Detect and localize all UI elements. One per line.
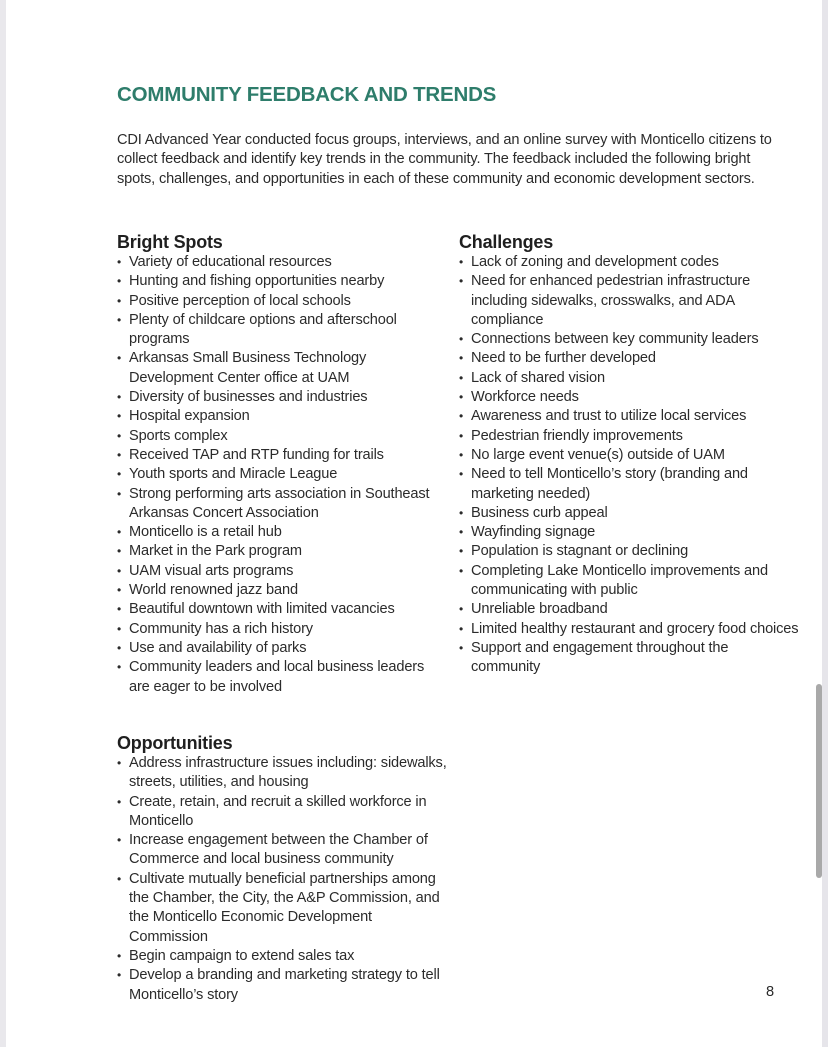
list-item-text: Pedestrian friendly improvements <box>471 427 683 444</box>
list-item-text: Positive perception of local schools <box>129 292 351 309</box>
list-item <box>117 620 447 639</box>
bullet-icon: • <box>117 563 122 578</box>
bullet-icon: • <box>117 312 122 327</box>
list-item-text: Need to be further developed <box>471 350 656 367</box>
bullet-icon: • <box>117 833 122 848</box>
challenges-heading: Challenges <box>459 232 554 252</box>
bullet-icon: • <box>117 409 122 424</box>
list-item-text: Hospital expansion <box>129 408 250 425</box>
list-item <box>459 523 799 542</box>
list-item <box>459 253 799 272</box>
bullet-icon: • <box>459 563 464 578</box>
list-item <box>117 407 447 426</box>
list-item <box>117 485 447 524</box>
list-item-text: Sports complex <box>129 427 228 444</box>
list-item-text: Wayfinding signage <box>471 524 596 541</box>
document-page <box>6 0 822 1047</box>
list-item-text: World renowned jazz band <box>129 582 298 599</box>
bullet-icon: • <box>459 370 464 385</box>
list-item-text: Received TAP and RTP funding for trails <box>129 446 384 463</box>
list-item-text: Lack of zoning and development codes <box>471 254 719 270</box>
list-item-text: Awareness and trust to utilize local services <box>471 408 747 425</box>
list-item <box>117 600 447 619</box>
list-item <box>117 465 447 484</box>
list-item <box>117 311 447 350</box>
list-item <box>459 542 799 561</box>
list-item-text: Create, retain, and recruit a skilled workforce in Monticello <box>129 793 427 829</box>
bright-spots-list <box>117 253 447 697</box>
opportunities-section <box>117 732 447 1005</box>
list-item <box>117 754 447 793</box>
list-item <box>117 639 447 658</box>
list-item-text: Arkansas Small Business Technology Development Center office at UAM <box>129 350 367 386</box>
bullet-icon: • <box>459 505 464 520</box>
list-item-text: Diversity of businesses and industries <box>129 389 368 406</box>
bullet-icon: • <box>117 351 122 366</box>
list-item <box>117 349 447 388</box>
list-item <box>459 639 799 678</box>
bullet-icon: • <box>117 756 122 770</box>
bullet-icon: • <box>117 255 122 269</box>
list-item-text: Address infrastructure issues including: sidewalks, streets, utilities, and housing <box>129 755 447 791</box>
list-item <box>459 446 799 465</box>
bullet-icon: • <box>459 467 464 482</box>
list-item <box>117 658 447 697</box>
list-item <box>459 620 799 639</box>
list-item <box>117 831 447 870</box>
list-item <box>117 388 447 407</box>
list-item-text: Population is stagnant or declining <box>471 543 689 560</box>
list-item <box>459 272 799 330</box>
bullet-icon: • <box>117 602 122 617</box>
list-item <box>459 504 799 523</box>
list-item <box>459 369 799 388</box>
list-item-text: Beautiful downtown with limited vacancies <box>129 601 395 618</box>
list-item <box>459 388 799 407</box>
bullet-icon: • <box>117 640 122 655</box>
list-item-text: Plenty of childcare options and afterschool programs <box>129 311 397 348</box>
opportunities-heading: Opportunities <box>117 733 233 753</box>
bullet-icon: • <box>459 447 464 462</box>
list-item-text: Community has a rich history <box>129 620 313 637</box>
bullet-icon: • <box>117 274 122 289</box>
bullet-icon: • <box>117 583 122 598</box>
bullet-icon: • <box>459 544 464 559</box>
list-item <box>117 427 447 446</box>
vertical-scrollbar[interactable] <box>816 0 822 1047</box>
list-item-text: Community leaders and local business leaders are eager to be involved <box>129 659 425 695</box>
list-item <box>117 966 447 1005</box>
bullet-icon: • <box>117 486 122 501</box>
list-item-text: Workforce needs <box>471 389 579 406</box>
list-item-text: Monticello is a retail hub <box>129 524 282 541</box>
bullet-icon: • <box>459 621 464 636</box>
list-item <box>117 292 447 311</box>
list-item <box>459 330 799 349</box>
list-item-text: Limited healthy restaurant and grocery food choices <box>471 620 799 637</box>
bullet-icon: • <box>117 544 122 559</box>
list-item-text: Market in the Park program <box>129 543 302 560</box>
list-item <box>459 600 799 619</box>
list-item-text: Youth sports and Miracle League <box>129 466 338 483</box>
list-item <box>117 253 447 272</box>
bullet-icon: • <box>459 525 464 540</box>
list-item <box>459 465 799 504</box>
list-item <box>459 349 799 368</box>
list-item <box>117 870 447 947</box>
bullet-icon: • <box>117 428 122 443</box>
bullet-icon: • <box>459 255 464 269</box>
list-item-text: Need to tell Monticello’s story (branding and marketing needed) <box>471 466 748 502</box>
bullet-icon: • <box>459 274 464 289</box>
list-item <box>117 542 447 561</box>
list-item <box>459 562 799 601</box>
bullet-icon: • <box>459 602 464 617</box>
bright-spots-section <box>117 231 447 697</box>
list-item-text: Need for enhanced pedestrian infrastructure including sidewalks, crosswalks, and ADA compliance <box>471 273 751 328</box>
list-item <box>117 947 447 966</box>
list-item <box>459 427 799 446</box>
bullet-icon: • <box>459 390 464 405</box>
list-item-text: Use and availability of parks <box>129 639 307 656</box>
bullet-icon: • <box>117 968 122 983</box>
list-item-text: Completing Lake Monticello improvements and communicating with public <box>471 562 768 599</box>
list-item-text: Increase engagement between the Chamber of Commerce and local business community <box>129 832 428 868</box>
page-title: COMMUNITY FEEDBACK AND TRENDS <box>117 83 497 106</box>
bullet-icon: • <box>117 794 122 809</box>
scrollbar-thumb[interactable] <box>816 684 822 878</box>
page-number: 8 <box>766 984 775 1000</box>
list-item-text: Unreliable broadband <box>471 601 608 618</box>
bright-spots-heading: Bright Spots <box>117 232 223 252</box>
bullet-icon: • <box>117 390 122 405</box>
bullet-icon: • <box>117 447 122 462</box>
bullet-icon: • <box>459 332 464 347</box>
list-item-text: Strong performing arts association in Southeast Arkansas Concert Association <box>129 485 430 521</box>
list-item-text: UAM visual arts programs <box>129 562 294 579</box>
bullet-icon: • <box>459 428 464 443</box>
bullet-icon: • <box>117 948 122 963</box>
bullet-icon: • <box>117 660 122 675</box>
list-item-text: Variety of educational resources <box>129 254 332 270</box>
list-item-text: Cultivate mutually beneficial partnerships among the Chamber, the City, the A&P Commission, and the Monticello Economic Development Commission <box>129 870 440 945</box>
challenges-section <box>459 231 799 678</box>
bullet-icon: • <box>117 293 122 308</box>
list-item <box>117 562 447 581</box>
bullet-icon: • <box>117 871 122 886</box>
viewer-edge <box>822 0 828 1047</box>
list-item-text: Begin campaign to extend sales tax <box>129 947 355 964</box>
bullet-icon: • <box>117 525 122 540</box>
challenges-list <box>459 253 799 678</box>
list-item-text: Hunting and fishing opportunities nearby <box>129 273 385 290</box>
bullet-icon: • <box>459 351 464 366</box>
list-item <box>117 272 447 291</box>
opportunities-list <box>117 754 447 1005</box>
list-item-text: Business curb appeal <box>471 504 608 521</box>
intro-paragraph: CDI Advanced Year conducted focus groups, interviews, and an online survey with Monticello citizens to collect feedback and identify key trends in the community. The feedback included the following bright spots, challenges, and opportunities in each of these community and economic development sectors. <box>117 132 772 187</box>
list-item <box>459 407 799 426</box>
list-item-text: No large event venue(s) outside of UAM <box>471 446 725 463</box>
bullet-icon: • <box>117 467 122 482</box>
list-item-text: Develop a branding and marketing strategy to tell Monticello’s story <box>129 967 440 1003</box>
list-item <box>117 793 447 832</box>
list-item-text: Support and engagement throughout the community <box>471 639 729 676</box>
list-item <box>117 523 447 542</box>
list-item <box>117 581 447 600</box>
bullet-icon: • <box>117 621 122 636</box>
list-item-text: Lack of shared vision <box>471 369 605 386</box>
list-item-text: Connections between key community leaders <box>471 331 759 348</box>
bullet-icon: • <box>459 409 464 424</box>
bullet-icon: • <box>459 640 464 655</box>
list-item <box>117 446 447 465</box>
